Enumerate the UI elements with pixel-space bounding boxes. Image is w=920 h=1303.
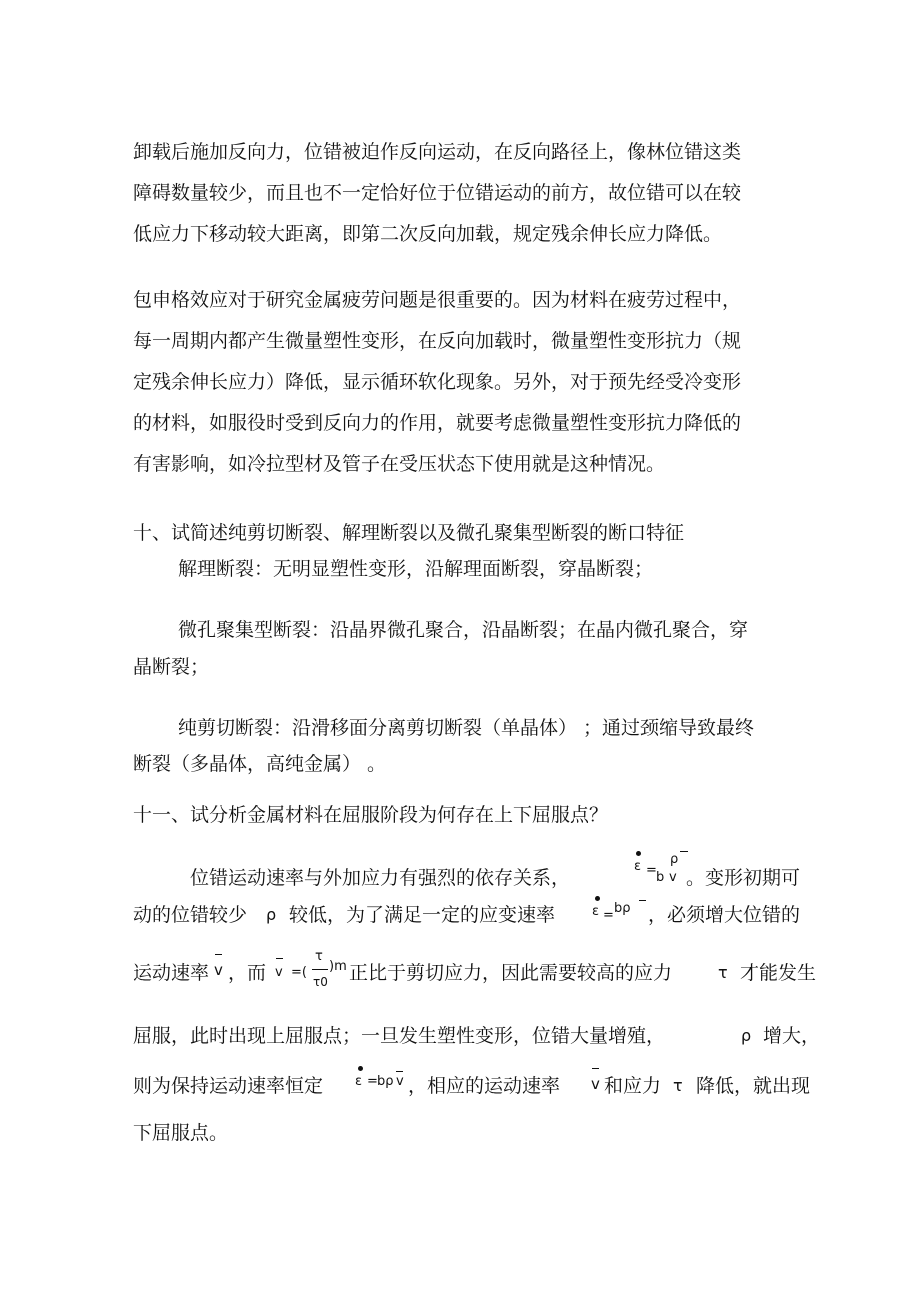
answer-text: 正比于剪切应力，因此需要较高的应力 (349, 962, 673, 984)
formula-b-rho: bρ (377, 1074, 394, 1089)
formula-epsilon: ε (634, 859, 642, 874)
answer-text: ，而 (228, 962, 267, 984)
answer-text: 才能发生 (740, 962, 817, 984)
formula-v: v (275, 965, 283, 980)
paragraph-line: 包申格效应对于研究金属疲劳问题是很重要的。因为材料在疲劳过程中， (133, 289, 742, 311)
overbar (592, 1068, 599, 1069)
answer-text: 和应力 (604, 1075, 662, 1097)
dot-accent (636, 851, 641, 856)
rho-symbol: ρ (266, 905, 277, 924)
paragraph-line: 的材料，如服役时受到反向力的作用，就要考虑微量塑性变形抗力降低的 (133, 412, 742, 434)
formula-tau0: τ0 (313, 975, 328, 989)
fraction-bar (312, 969, 328, 970)
dot-accent (595, 896, 600, 901)
formula-epsilon: ε (592, 904, 600, 919)
answer-text: 动的位错较少 (133, 904, 248, 926)
formula-equals: = (646, 863, 657, 878)
answer-text: 运动速率 (133, 962, 210, 984)
tau-symbol: τ (673, 1076, 683, 1095)
answer-line: 纯剪切断裂：沿滑移面分离剪切断裂（单晶体） ；通过颈缩导致最终 (178, 717, 755, 739)
section-heading: 十一、试分析金属材料在屈服阶段为何存在上下屈服点？ (133, 804, 609, 826)
paragraph-line: 定残余伸长应力）降低，显示循环软化现象。另外，对于预先经受冷变形 (133, 371, 742, 393)
answer-text: 较低，为了满足一定的应变速率 (289, 904, 556, 926)
rho-symbol: ρ (741, 1026, 752, 1045)
answer-text: ，相应的运动速率 (408, 1075, 561, 1097)
formula-paren-m: )m (329, 959, 347, 974)
formula-equals: = (367, 1074, 378, 1089)
tau-symbol: τ (718, 963, 728, 982)
paragraph-line: 卸载后施加反向力，位错被迫作反向运动，在反向路径上，像林位错这类 (133, 141, 742, 163)
formula-rho: ρ (670, 852, 679, 867)
formula-v: v (669, 870, 677, 885)
paragraph-line: 每一周期内都产生微量塑性变形，在反向加载时，微量塑性变形抗力（规 (133, 330, 742, 352)
answer-line: 晶断裂； (133, 656, 210, 678)
answer-line: 微孔聚集型断裂：沿晶界微孔聚合，沿晶断裂；在晶内微孔聚合，穿 (178, 619, 749, 641)
overbar (396, 1071, 403, 1072)
answer-text: 。变形初期可 (686, 867, 801, 889)
paragraph-line: 障碍数量较少，而且也不一定恰好位于位错运动的前方，故位错可以在较 (133, 182, 742, 204)
dot-accent (358, 1066, 363, 1071)
answer-text: 屈服，此时出现上屈服点；一旦发生塑性变形，位错大量增殖， (133, 1025, 666, 1047)
formula-b: b (656, 870, 665, 885)
overbar (215, 954, 222, 955)
paragraph-line: 有害影响，如冷拉型材及管子在受压状态下使用就是这种情况。 (133, 453, 666, 475)
formula-v: v (396, 1074, 404, 1089)
formula-v: v (214, 961, 223, 979)
formula-equals-paren: =( (291, 965, 307, 980)
overbar (639, 900, 646, 901)
overbar (680, 851, 688, 852)
answer-line: 解理断裂：无明显塑性变形，沿解理面断裂，穿晶断裂； (178, 558, 654, 580)
answer-text: 增大， (763, 1025, 821, 1047)
overbar (276, 958, 283, 959)
answer-text: 位错运动速率与外加应力有强烈的依存关系， (190, 867, 571, 889)
answer-text: 降低，就出现 (696, 1075, 811, 1097)
formula-b-rho: bρ (614, 901, 631, 916)
answer-line: 断裂（多晶体，高纯金属） 。 (133, 753, 387, 775)
paragraph-line: 低应力下移动较大距离，即第二次反向加载，规定残余伸长应力降低。 (133, 223, 723, 245)
answer-text: 下屈服点。 (133, 1122, 229, 1144)
formula-equals: = (603, 908, 614, 923)
answer-text: 则为保持运动速率恒定 (133, 1075, 324, 1097)
section-heading: 十、试简述纯剪切断裂、解理断裂以及微孔聚集型断裂的断口特征 (133, 522, 685, 544)
answer-text: ，必须增大位错的 (648, 904, 801, 926)
formula-epsilon: ε (355, 1074, 363, 1089)
formula-tau: τ (315, 949, 323, 964)
formula-v: v (591, 1075, 600, 1093)
